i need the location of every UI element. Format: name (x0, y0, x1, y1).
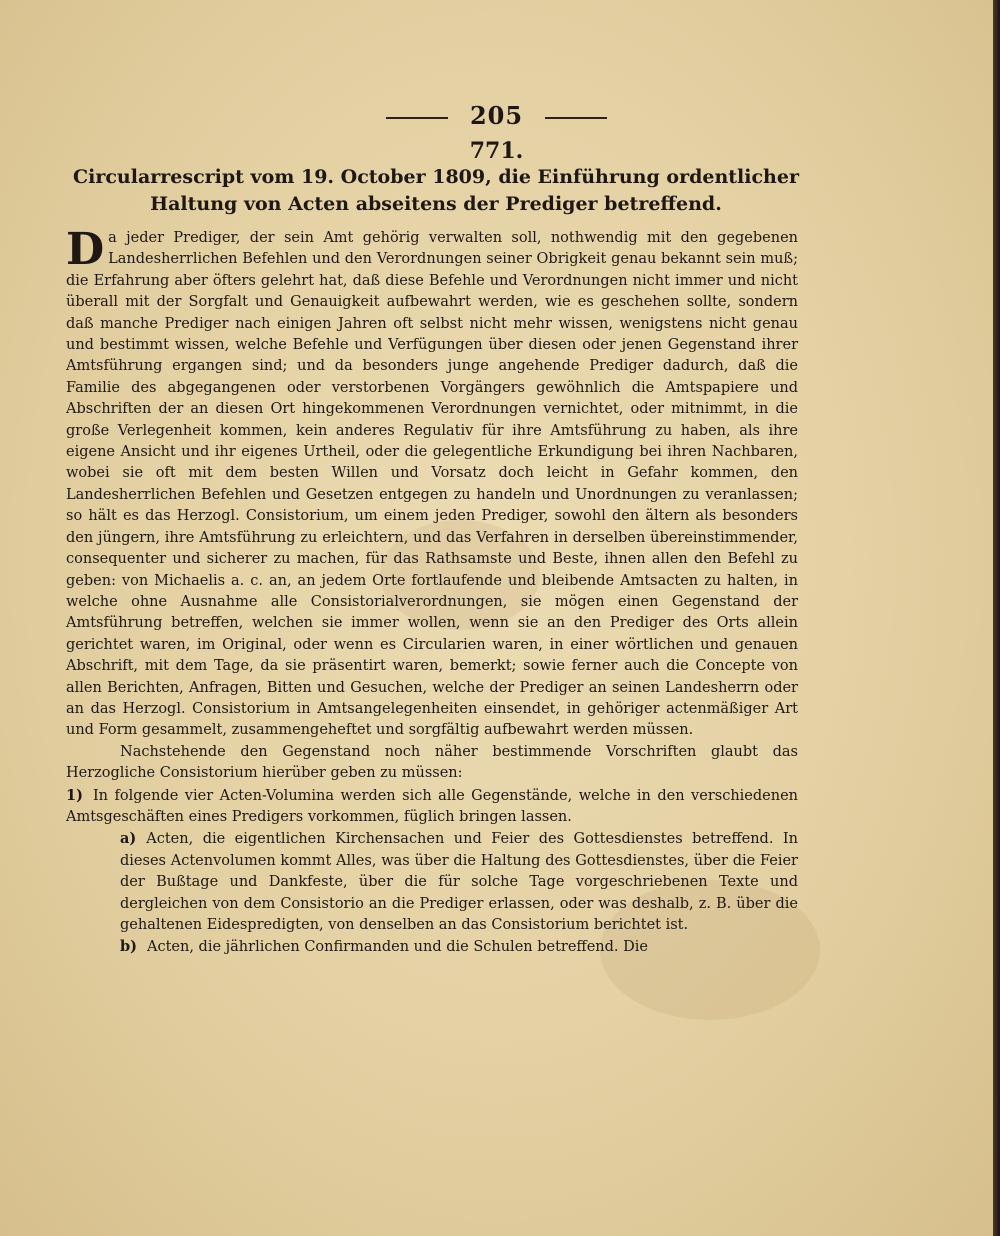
document-body (66, 224, 798, 959)
drop-cap: D (66, 224, 105, 275)
page-edge (993, 0, 1000, 1236)
document-title: Circularrescript vom 19. October 1809, die Einführung ordentlicher Haltung von Acten abseitens der Prediger betreffend. (73, 166, 799, 215)
header-rule-right (545, 117, 607, 119)
page-header (0, 101, 993, 130)
list-item-a-label: a) (120, 830, 137, 848)
document-number: 771. (469, 138, 524, 164)
list-item-1-text: In folgende vier Acten-Volumina werden sich alle Gegenstände, welche in den verschiedenen Amtsgeschäften eines Predigers vorkommen, füglich bringen lassen. (66, 787, 798, 825)
list-item-b-label: b) (120, 938, 137, 956)
paragraph-intro-text: a jeder Prediger, der sein Amt gehörig verwalten soll, nothwendig mit den gegebenen Landesherrlichen Befehlen und den Verordnungen seiner Obrigkeit genau bekannt sein muß; die Erfahrung aber öfters gelehrt hat, daß diese Befehle und Verordnungen nicht immer und nicht überall mit der Sorgfalt und Genauigkeit aufbewahrt werden, wie es geschehen sollte, sondern daß manche Prediger nach einigen Jahren oft selbst nicht mehr wissen, wenigstens nicht genau und bestimmt wissen, welche Befehle und Verfügungen über diesen oder jenen Gegenstand ihrer Amtsführung ergangen sind; und da besonders junge angehende Prediger dadurch, daß die Familie des abgegangenen oder verstorbenen Vorgängers gewöhnlich die Amtspapiere und Abschriften der an diesen Ort hingekommenen Verordnungen vernichtet, oder mitnimmt, in die große Verlegenheit kommen, kein anderes Regulativ für ihre Amtsführung zu haben, als ihre eigene Ansicht und ihr eigenes Urtheil, oder die gelegentliche Erkundigung bei ihren Nachbaren, wobei sie oft mit dem besten Willen und Vorsatz doch leicht in Gefahr kommen, den Landesherrlichen Befehlen und Gesetzen entgegen zu handeln und Unordnungen zu veranlassen; so hält es das Herzogl. Consistorium, um einem jeden Prediger, sowohl den ältern als besonders den jüngern, ihre Amtsführung zu erleichtern, und das Verfahren in derselben übereinstimmender, consequenter und sicherer zu machen, für das Rathsamste und Beste, ihnen allen den Befehl zu geben: von Michaelis a. c. an, an jedem Orte fortlaufende und bleibende Amtsacten zu halten, in welche ohne Ausnahme alle Consistorialverordnungen, sie mögen einen Gegenstand der Amtsführung betreffen, welchen sie immer wollen, wenn sie an den Prediger des Orts allein gerichtet waren, im Original, oder wenn es Circularien waren, in einer wörtlichen und genauen Abschrift, mit dem Tage, da sie präsentirt waren, bemerkt; sowie ferner auch die Concepte von allen Berichten, Anfragen, Bitten und Gesuchen, welche der Prediger an seinen Landesherrn oder an das Herzogl. Consistorium in Amtsangelegenheiten einsendet, in gehöriger actenmäßiger Art und Form gesammelt, zusammengeheftet und sorgfältig aufbewahrt werden müssen. (66, 230, 798, 739)
paragraph-second: Nachstehende den Gegenstand noch näher bestimmende Vorschriften glaubt das Herzogliche Consistorium hierüber geben zu müssen: (66, 743, 798, 782)
paragraph-intro (66, 224, 798, 742)
list-item-a-text: Acten, die eigentlichen Kirchensachen und Feier des Gottesdienstes betreffend. In dieses Actenvolumen kommt Alles, was über die Haltung des Gottesdienstes, über die Feier der Bußtage und Dankfeste, über die für solche Tage vorgeschriebenen Texte und dergleichen von dem Consistorio an die Prediger erlassen, oder was deshalb, z. B. über die gehaltenen Eidespredigten, von denselben an das Consistorium berichtet ist. (120, 831, 798, 933)
list-item-b (120, 936, 798, 958)
header-rule-left (386, 117, 448, 119)
list-item-1-label: 1) (66, 786, 83, 804)
list-item-b-text: Acten, die jährlichen Confirmanden und die Schulen betreffend. Die (147, 939, 648, 956)
list-item-a (120, 828, 798, 936)
page-number: 205 (469, 101, 524, 130)
list-item-1 (66, 785, 798, 829)
